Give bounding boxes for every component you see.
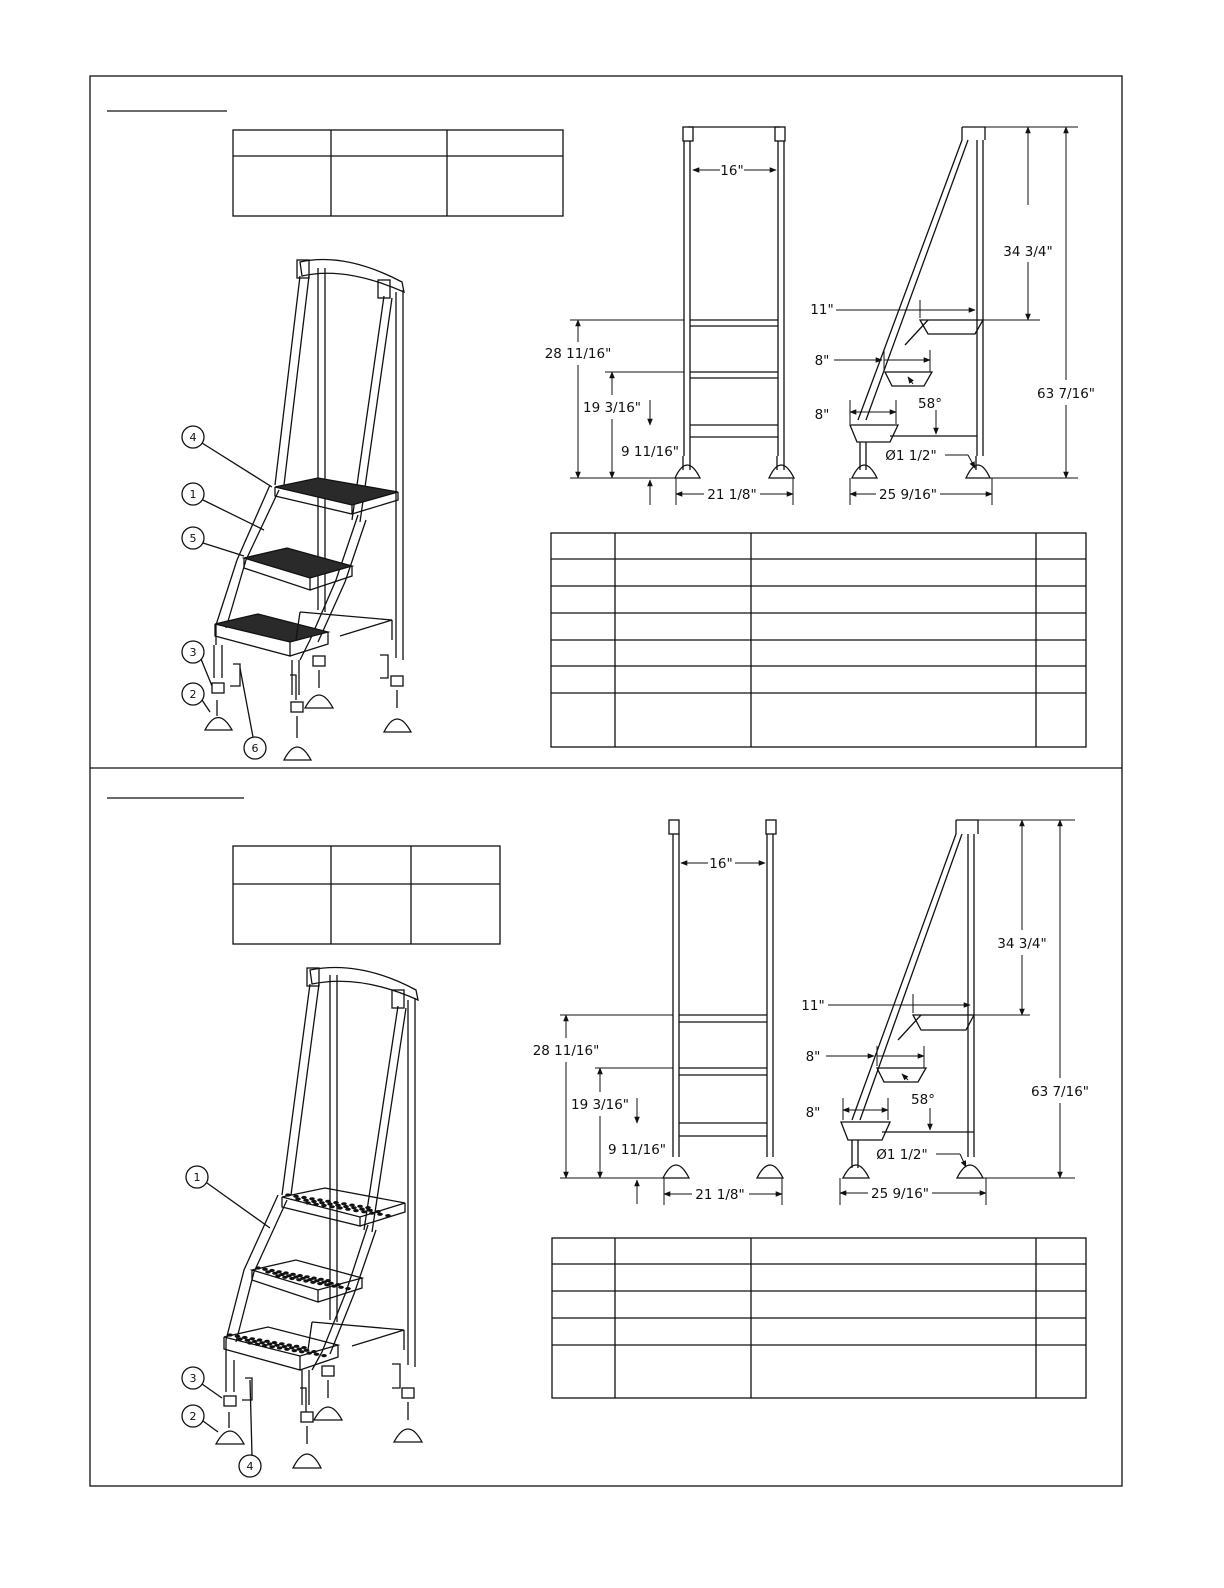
perforation-hole [337,1206,343,1209]
callout-1: 1 [193,1171,201,1184]
perforation-hole [257,1338,263,1341]
perforation-hole [311,1350,317,1353]
dim-height-step-top: 28 11/16" [544,346,612,362]
spec-table [233,846,500,944]
ladder-isometric-view [205,260,411,761]
callout-3: 3 [189,646,197,659]
ladder-isometric-view [216,968,422,1469]
perforation-hole [385,1214,391,1217]
perforation-hole [282,1276,288,1279]
ladder-side-view [841,820,983,1178]
perforation-hole [353,1209,359,1212]
perforation-hole [269,1345,275,1348]
ladder-front-view [663,820,783,1178]
perforation-hole [227,1333,233,1336]
dim-base-width: 21 1/8" [695,1187,745,1203]
dim-overall-height: 63 7/16" [1037,386,1095,402]
parts-table [551,533,1086,747]
leg-front-left [216,1360,244,1444]
perforation-hole [341,1202,347,1205]
section-2 [107,798,1089,1477]
perforation-hole [289,1346,295,1349]
perforation-hole [267,1342,273,1345]
perforation-hole [314,1353,320,1356]
perforation-hole [367,1209,373,1212]
perforation-hole [311,1200,317,1203]
perforation-hole [247,1341,253,1344]
perforation-hole [296,1348,302,1351]
dim-base-depth: 25 9/16" [871,1186,929,1202]
perforation-hole [303,1279,309,1282]
callout-3: 3 [189,1372,197,1385]
dim-height-step-mid: 19 3/16" [583,400,641,416]
perforation-hole [310,1281,316,1284]
callout-1: 1 [189,488,197,501]
perforation-hole [259,1341,265,1344]
perforation-hole [265,1270,271,1273]
side-view-dimensions [826,820,1075,1205]
perforation-hole [321,1354,327,1357]
perforation-hole [313,1203,319,1206]
dim-angle: 58° [918,396,942,412]
perforation-hole [345,1287,351,1290]
perforation-hole [262,1268,268,1271]
perforation-hole [274,1344,280,1347]
tread-top [275,478,398,514]
leg-rear-right [384,676,411,732]
perforation-hole [255,1343,261,1346]
callout-4: 4 [246,1460,254,1473]
dim-height-step-top: 28 11/16" [532,1043,600,1059]
perforation-hole [329,1205,335,1208]
perforation-hole [361,1210,367,1213]
perforation-hole [286,1344,292,1347]
callout-6: 6 [251,742,259,755]
perforation-hole [249,1337,255,1340]
perforation-hole [321,1204,327,1207]
perforation-hole [245,1339,251,1342]
perforation-hole [295,1197,301,1200]
dim-handrail-height: 34 3/4" [1003,244,1053,260]
perforation-hole [284,1348,290,1351]
perforation-hole [324,1283,330,1286]
sheet-border [90,76,1122,1486]
perforation-hole [289,1277,295,1280]
callout-2: 2 [189,688,197,701]
dim-overall-height: 63 7/16" [1031,1084,1089,1100]
perforation-hole [282,1345,288,1348]
dim-handrail-height: 34 3/4" [997,936,1047,952]
perforation-hole [304,1349,310,1352]
dim-base-depth: 25 9/16" [879,487,937,503]
perforation-hole [242,1336,248,1339]
perforation-hole [377,1213,383,1216]
front-view-dimensions [570,170,793,505]
tread-middle [244,548,352,590]
dim-height-step-low: 9 11/16" [621,444,679,460]
leg-front-left [205,645,232,730]
spec-table [233,130,563,216]
perforation-hole [299,1350,305,1353]
perforation-hole [237,1337,243,1340]
perforation-hole [369,1212,375,1215]
callout-5: 5 [189,532,197,545]
section-1 [107,111,1095,760]
dim-top-step-depth: 11" [810,302,834,318]
perforation-hole [277,1346,283,1349]
perforation-hole [327,1202,333,1205]
dim-mid-step-depth: 8" [814,353,830,369]
dim-base-width: 21 1/8" [707,487,757,503]
dim-low-step-depth: 8" [814,407,830,423]
parts-table [552,1238,1086,1398]
callout-2: 2 [189,1410,197,1423]
leg-front-right [293,1370,321,1468]
callout-4: 4 [189,431,197,444]
perforation-hole [285,1193,291,1196]
tread-bottom [215,614,328,656]
front-view-dimensions [560,863,782,1205]
perforation-hole [252,1340,258,1343]
leg-rear-left [305,656,333,708]
dim-mid-step-depth: 8" [805,1049,821,1065]
perforation-hole [345,1208,351,1211]
perforation-hole [255,1266,261,1269]
leg-rear-left [314,1366,342,1420]
perforation-hole [292,1349,298,1352]
dim-top-step-depth: 11" [801,998,825,1014]
perforation-hole [262,1344,268,1347]
perforation-hole [351,1206,357,1209]
ladder-front-view [675,127,794,478]
perforation-hole [296,1278,302,1281]
dim-width-top: 16" [720,163,744,179]
callout-balloons [182,1166,270,1477]
perforation-hole [301,1196,307,1199]
dim-height-step-low: 9 11/16" [608,1142,666,1158]
perforation-hole [338,1286,344,1289]
perforation-hole [305,1201,311,1204]
dim-angle: 58° [911,1092,935,1108]
perforation-hole [306,1352,312,1355]
perforation-hole [357,1205,363,1208]
leg-rear-right [394,1388,422,1442]
perforation-hole [331,1285,337,1288]
perforation-hole [272,1272,278,1275]
perforation-hole [264,1340,270,1343]
perforation-hole [301,1346,307,1349]
perforation-hole [294,1345,300,1348]
dim-height-step-mid: 19 3/16" [571,1097,629,1113]
dim-tube-diameter: Ø1 1/2" [885,448,937,464]
side-view-dimensions [834,127,1078,505]
perforation-hole [272,1341,278,1344]
dim-width-top: 16" [709,856,733,872]
dim-tube-diameter: Ø1 1/2" [876,1147,928,1163]
dim-low-step-depth: 8" [805,1105,821,1121]
perforation-hole [317,1282,323,1285]
leg-front-right [284,660,311,760]
perforation-hole [279,1342,285,1345]
perforation-hole [317,1198,323,1201]
perforation-hole [235,1335,241,1338]
perforation-hole [275,1274,281,1277]
